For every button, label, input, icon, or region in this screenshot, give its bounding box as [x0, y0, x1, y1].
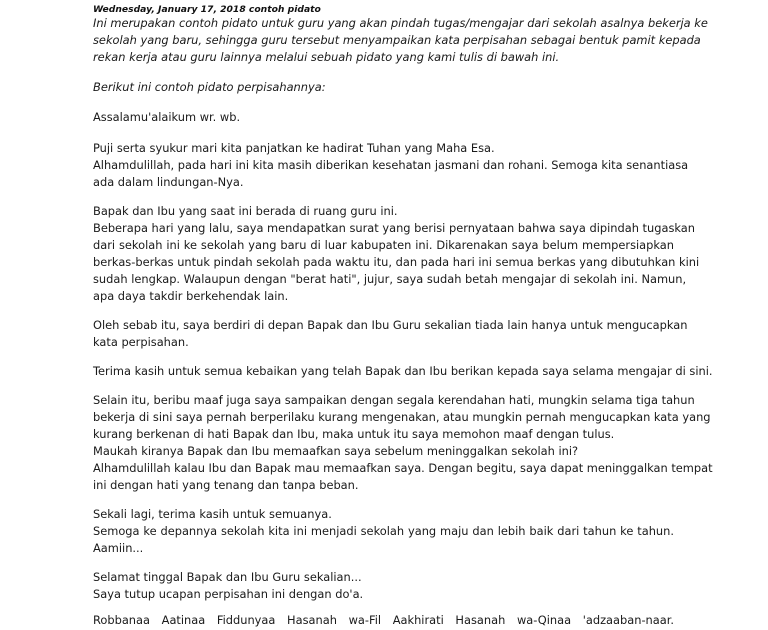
paragraph-line: apa daya takdir berkehendak lain. [93, 289, 289, 303]
paragraph-line: Selamat tinggal Bapak dan Ibu Guru sekalian... [93, 570, 362, 584]
paragraph-line: Oleh sebab itu, saya berdiri di depan Bapak dan Ibu Guru sekalian tiada lain hanya untuk mengucapkan [93, 318, 688, 332]
paragraph-line: Puji serta syukur mari kita panjatkan ke hadirat Tuhan yang Maha Esa. [93, 141, 495, 155]
paragraph-line: Terima kasih untuk semua kebaikan yang telah Bapak dan Ibu berikan kepada saya selama mengajar di sini. [93, 364, 713, 378]
prayer-line: Robbanaa Aatinaa Fiddunyaa Hasanah wa-Fil Aakhirati Hasanah wa-Qinaa 'adzaaban-naar. [93, 613, 674, 627]
intro-line: Ini merupakan contoh pidato untuk guru yang akan pindah tugas/mengajar dari sekolah asalnya bekerja ke [93, 16, 708, 30]
paragraph-line: bekerja di sini saya pernah berperilaku kurang mengenakan, atau mungkin pernah mengucapkan kata yang [93, 410, 711, 424]
paragraph-line: Maukah kiranya Bapak dan Ibu memaafkan saya sebelum meninggalkan sekolah ini? [93, 444, 579, 458]
intro-lead: Berikut ini contoh pidato perpisahannya: [93, 80, 326, 94]
paragraph-line: Beberapa hari yang lalu, saya mendapatkan surat yang berisi pernyataan bahwa saya dipindah tugaskan [93, 221, 695, 235]
paragraph-line: Selain itu, beribu maaf juga saya sampaikan dengan segala kerendahan hati, mungkin selama tiga tahun [93, 393, 695, 407]
paragraph-line: Alhamdulillah, pada hari ini kita masih diberikan kesehatan jasmani dan rohani. Semoga kita senantiasa [93, 158, 689, 172]
paragraph-line: ini dengan hati yang tenang dan tanpa beban. [93, 478, 359, 492]
page-header: Wednesday, January 17, 2018 contoh pidato [93, 4, 321, 15]
paragraph-line: dari sekolah ini ke sekolah yang baru di luar kabupaten ini. Dikarenakan saya belum mempersiapkan [93, 238, 674, 252]
paragraph-line: Semoga ke depannya sekolah kita ini menjadi sekolah yang maju dan lebih baik dari tahun ke tahun. [93, 524, 674, 538]
paragraph-line: kurang berkenan di hati Bapak dan Ibu, maka untuk itu saya memohon maaf dengan tulus. [93, 427, 615, 441]
paragraph-line: Aamiin... [93, 541, 144, 555]
paragraph-line: Alhamdulillah kalau Ibu dan Bapak mau memaafkan saya. Dengan begitu, saya dapat meninggalkan tempat [93, 461, 713, 475]
paragraph-line: Sekali lagi, terima kasih untuk semuanya. [93, 507, 332, 521]
paragraph-line: sudah lengkap. Walaupun dengan "berat hati", jujur, saya sudah betah mengajar di sekolah ini. Namun, [93, 272, 687, 286]
paragraph-line: Saya tutup ucapan perpisahan ini dengan do'a. [93, 587, 364, 601]
paragraph-line: kata perpisahan. [93, 335, 189, 349]
greeting: Assalamu'alaikum wr. wb. [93, 110, 241, 124]
intro-line: sekolah yang baru, sehingga guru tersebut menyampaikan kata perpisahan sebagai bentuk pamit kepada [93, 33, 701, 47]
paragraph-line: ada dalam lindungan-Nya. [93, 175, 244, 189]
paragraph-line: Bapak dan Ibu yang saat ini berada di ruang guru ini. [93, 204, 398, 218]
intro-line: rekan kerja atau guru lainnya melalui sebuah pidato yang kami tulis di bawah ini. [93, 50, 560, 64]
paragraph-line: berkas-berkas untuk pindah sekolah pada waktu itu, dan pada hari ini semua berkas yang dibutuhkan kini [93, 255, 700, 269]
